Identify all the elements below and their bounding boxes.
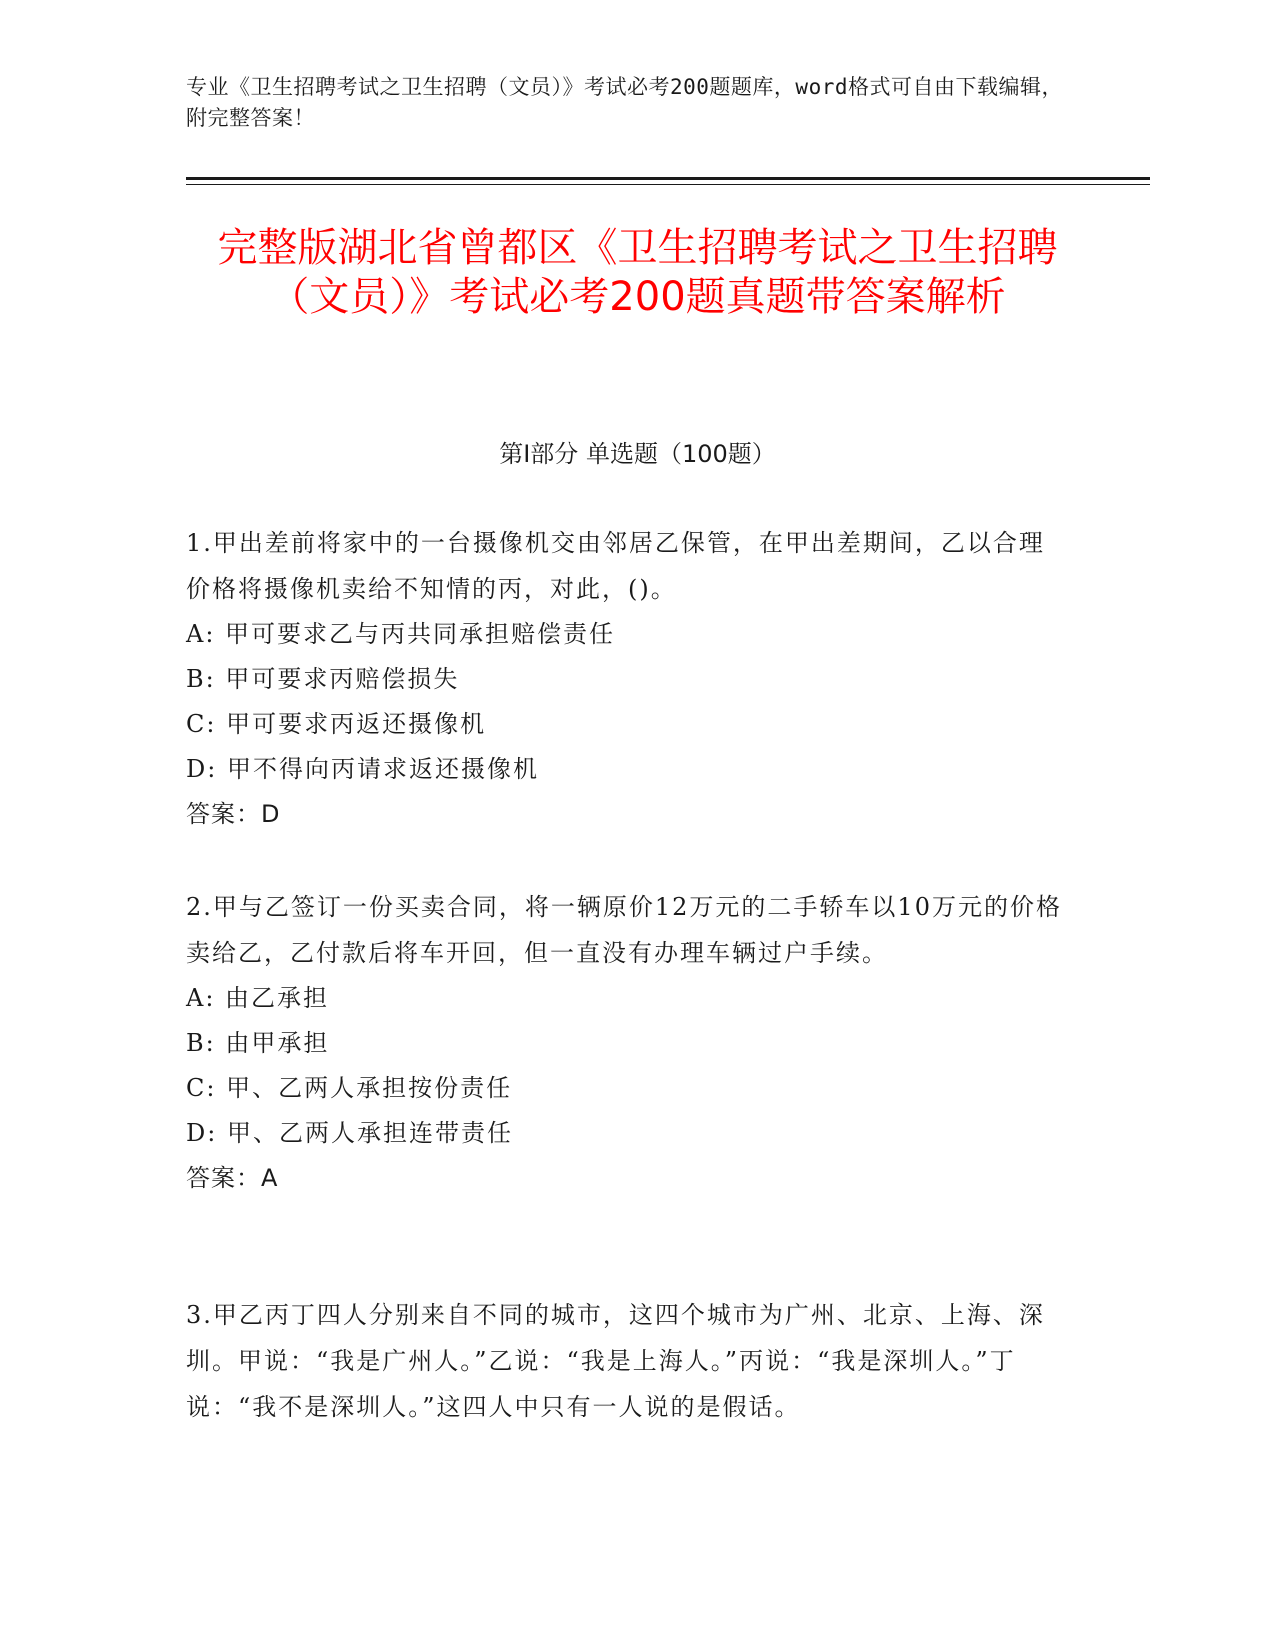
section-heading: 第Ⅰ部分 单选题（100题） xyxy=(499,440,776,468)
question-stem: 1.甲出差前将家中的一台摄像机交由邻居乙保管，在甲出差期间，乙以合理价格将摄像机卖给不知情的丙，对此，()。 xyxy=(186,529,1045,603)
option-b: B: 甲可要求丙赔偿损失 xyxy=(186,665,460,693)
option-d: D: 甲、乙两人承担连带责任 xyxy=(186,1119,513,1147)
option-c: C: 甲、乙两人承担按份责任 xyxy=(186,1074,513,1102)
question-2 xyxy=(186,884,1066,1200)
question-1 xyxy=(186,520,1066,836)
header-note: 专业《卫生招聘考试之卫生招聘（文员）》考试必考200题题库，word格式可自由下载编辑，附完整答案！ xyxy=(186,75,1063,130)
option-d: D: 甲不得向丙请求返还摄像机 xyxy=(186,755,539,783)
option-a: A: 由乙承担 xyxy=(186,984,330,1012)
answer: 答案：D xyxy=(186,800,281,828)
header-divider-thick xyxy=(186,177,1150,180)
question-stem: 2.甲与乙签订一份买卖合同，将一辆原价12万元的二手轿车以10万元的价格卖给乙，乙付款后将车开回，但一直没有办理车辆过户手续。 xyxy=(186,893,1062,967)
question-3 xyxy=(186,1292,1066,1430)
document-title: 完整版湖北省曾都区《卫生招聘考试之卫生招聘（文员）》考试必考200题真题带答案解析 xyxy=(217,225,1058,320)
answer: 答案：A xyxy=(186,1164,279,1192)
header-divider-thin xyxy=(186,184,1150,185)
question-stem: 3.甲乙丙丁四人分别来自不同的城市，这四个城市为广州、北京、上海、深圳。甲说：“我是广州人。”乙说：“我是上海人。”丙说：“我是深圳人。”丁说：“我不是深圳人。”这四人中只有一人说的是假话。 xyxy=(186,1301,1045,1421)
option-c: C: 甲可要求丙返还摄像机 xyxy=(186,710,487,738)
option-a: A: 甲可要求乙与丙共同承担赔偿责任 xyxy=(186,620,616,648)
option-b: B: 由甲承担 xyxy=(186,1029,330,1057)
